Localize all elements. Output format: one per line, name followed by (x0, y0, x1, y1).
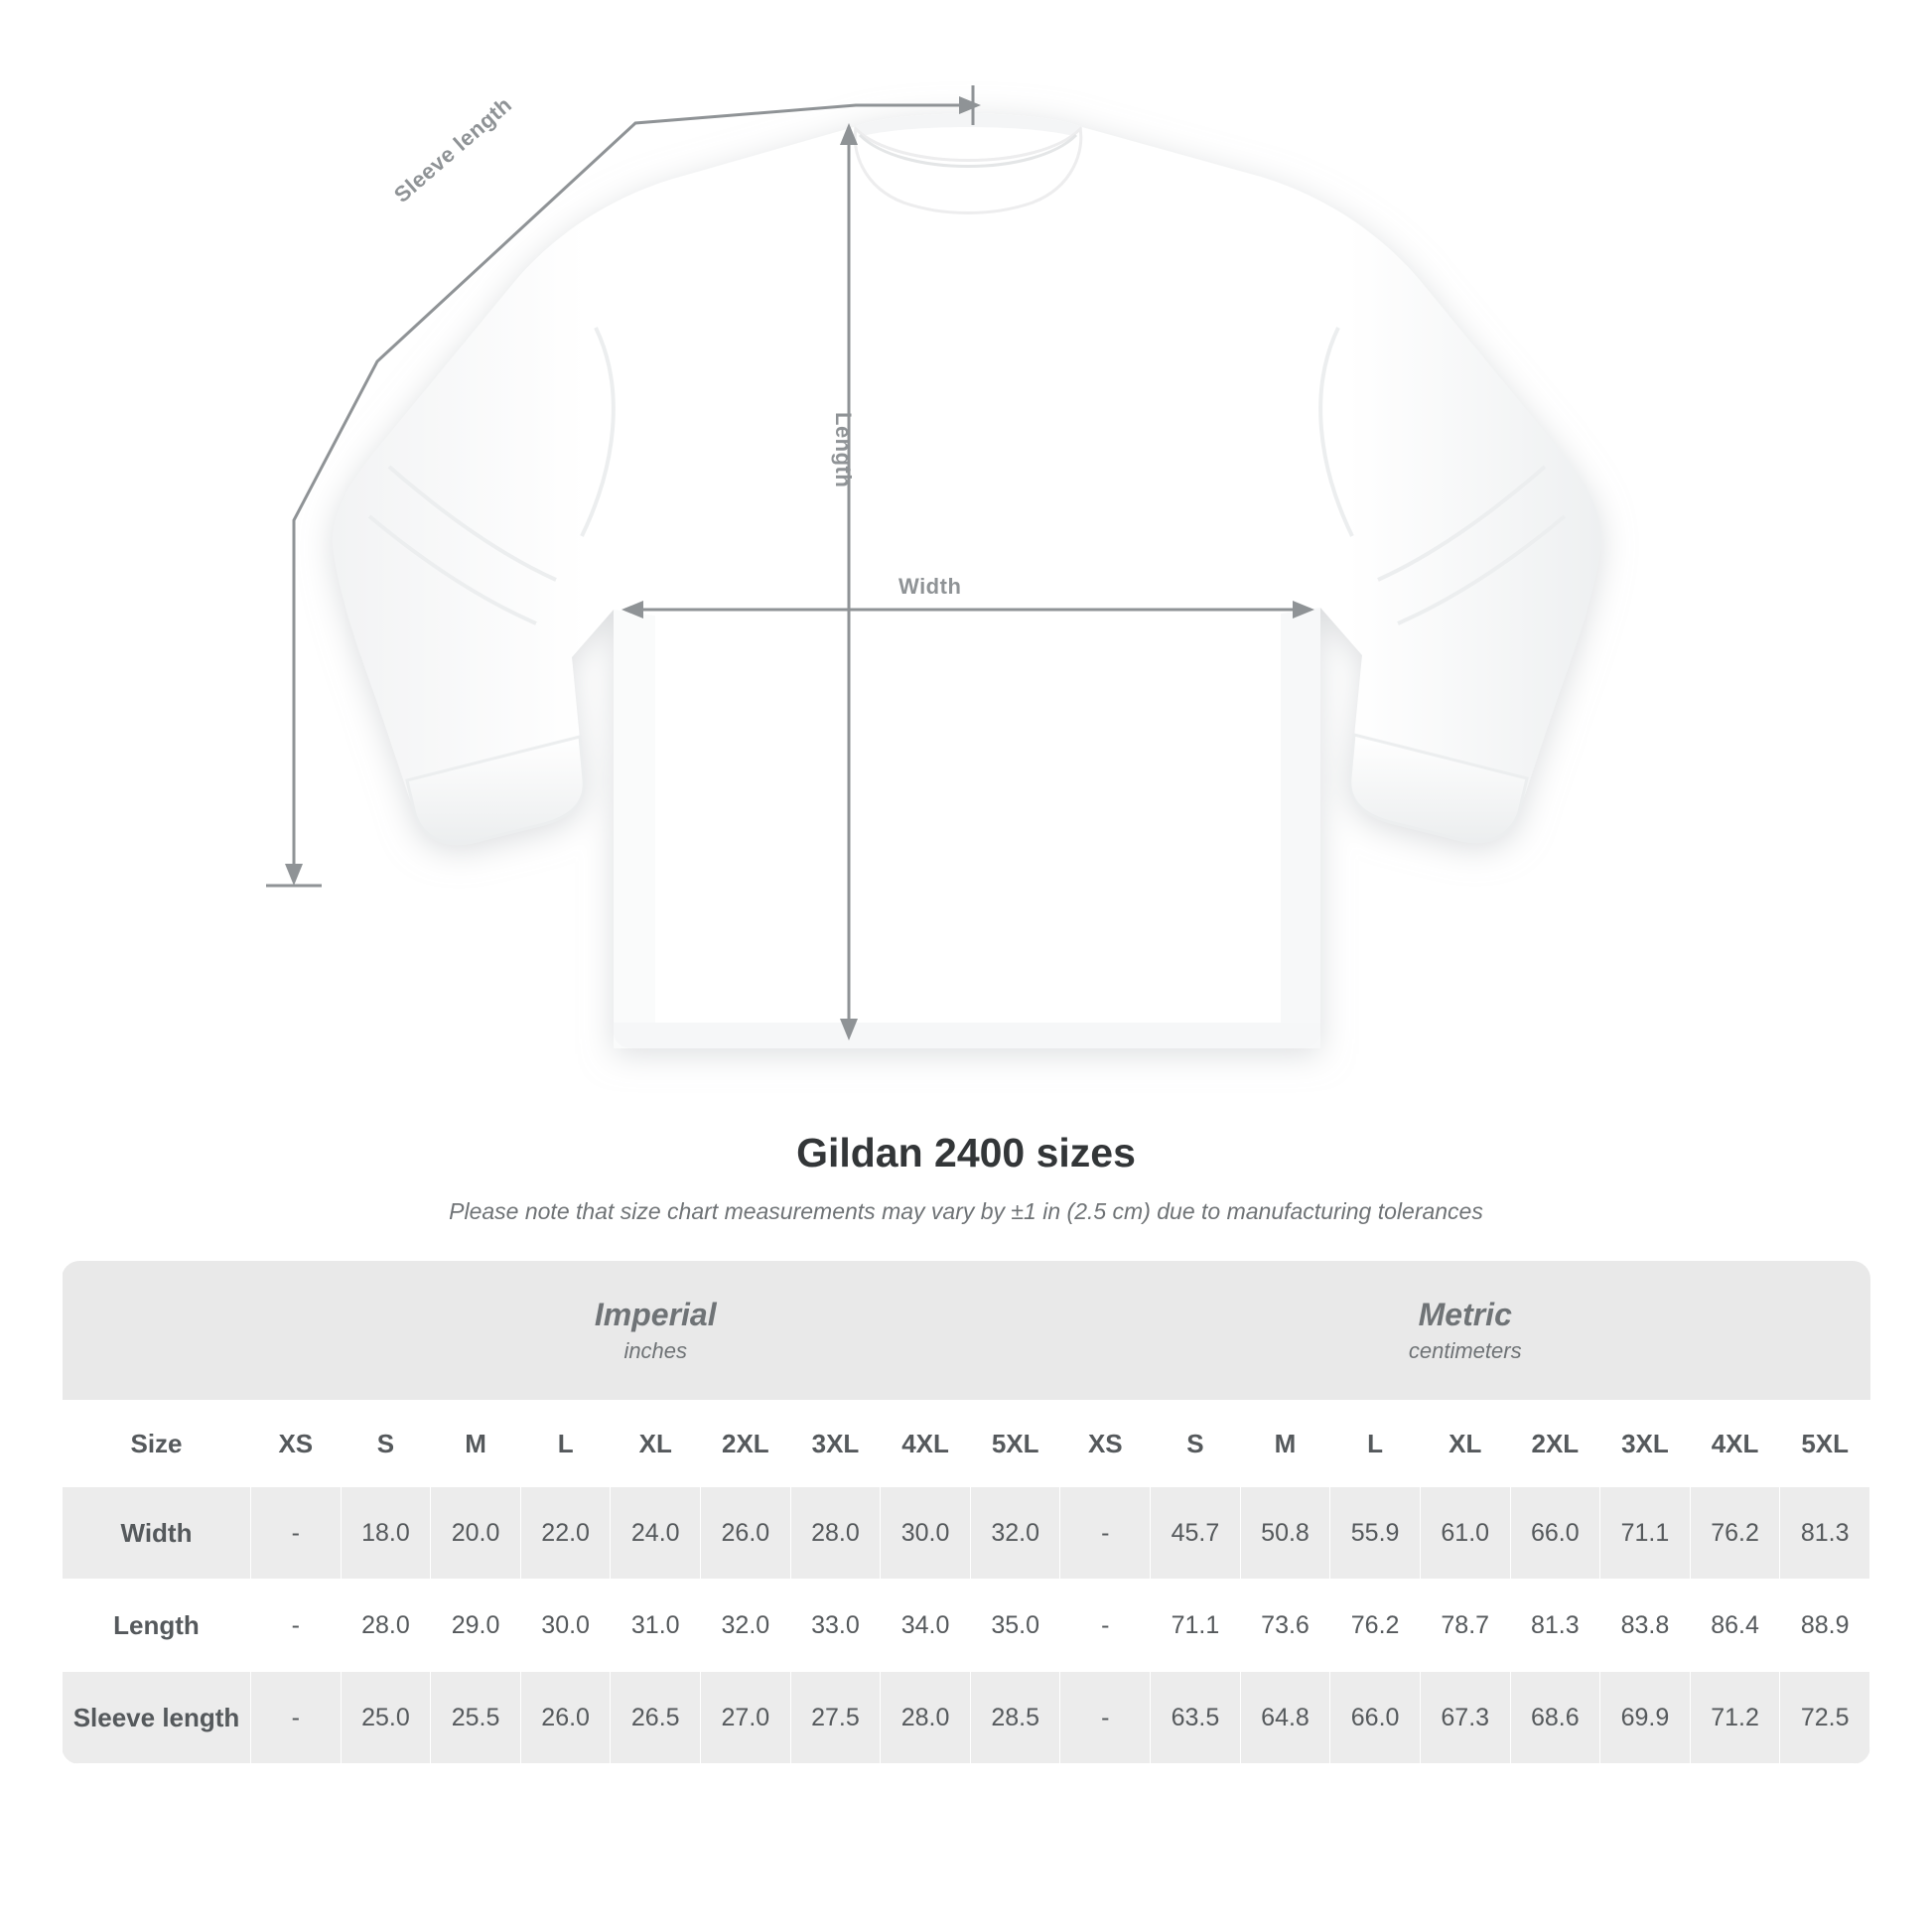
size-header-label: Size (63, 1401, 251, 1487)
cell-sleeve-metric-l: 66.0 (1330, 1672, 1421, 1764)
cell-length-metric-xl: 78.7 (1420, 1580, 1510, 1672)
size-header-metric-xs: XS (1060, 1401, 1151, 1487)
cell-width-metric-5xl: 81.3 (1780, 1487, 1870, 1580)
cell-length-metric-xs: - (1060, 1580, 1151, 1672)
page-title: Gildan 2400 sizes (796, 1130, 1136, 1175)
cell-width-metric-m: 50.8 (1240, 1487, 1330, 1580)
size-header-imperial-xl: XL (611, 1401, 701, 1487)
metric-unit-header (1060, 1261, 1870, 1401)
size-chart-table-wrapper (62, 1261, 1870, 1764)
cell-length-imperial-2xl: 32.0 (701, 1580, 791, 1672)
cell-width-metric-xs: - (1060, 1487, 1151, 1580)
cell-sleeve-metric-4xl: 71.2 (1690, 1672, 1780, 1764)
cell-length-imperial-4xl: 34.0 (881, 1580, 971, 1672)
cell-length-imperial-xl: 31.0 (611, 1580, 701, 1672)
cell-sleeve-imperial-l: 26.0 (520, 1672, 611, 1764)
size-header-imperial-4xl: 4XL (881, 1401, 971, 1487)
size-header-metric-2xl: 2XL (1510, 1401, 1600, 1487)
table-row (63, 1672, 1870, 1764)
size-header-imperial-3xl: 3XL (790, 1401, 881, 1487)
cell-length-metric-l: 76.2 (1330, 1580, 1421, 1672)
cell-width-metric-l: 55.9 (1330, 1487, 1421, 1580)
cell-length-metric-4xl: 86.4 (1690, 1580, 1780, 1672)
cell-sleeve-imperial-5xl: 28.5 (970, 1672, 1060, 1764)
size-header-imperial-2xl: 2XL (701, 1401, 791, 1487)
cell-length-imperial-3xl: 33.0 (790, 1580, 881, 1672)
table-corner-cell (63, 1261, 251, 1401)
cell-length-imperial-5xl: 35.0 (970, 1580, 1060, 1672)
cell-sleeve-metric-3xl: 69.9 (1600, 1672, 1691, 1764)
cell-length-metric-2xl: 81.3 (1510, 1580, 1600, 1672)
imperial-unit-header (251, 1261, 1060, 1401)
cell-length-metric-m: 73.6 (1240, 1580, 1330, 1672)
tolerance-note: Please note that size chart measurements may vary by ±1 in (2.5 cm) due to manufacturing tolerances (449, 1198, 1483, 1224)
cell-width-imperial-xl: 24.0 (611, 1487, 701, 1580)
sleeve-length-dimension-label: Sleeve length (389, 91, 517, 207)
size-header-metric-5xl: 5XL (1780, 1401, 1870, 1487)
cell-length-imperial-xs: - (251, 1580, 342, 1672)
cell-width-metric-2xl: 66.0 (1510, 1487, 1600, 1580)
size-header-imperial-l: L (520, 1401, 611, 1487)
cell-width-imperial-l: 22.0 (520, 1487, 611, 1580)
size-header-metric-l: L (1330, 1401, 1421, 1487)
cell-width-metric-4xl: 76.2 (1690, 1487, 1780, 1580)
size-header-row (63, 1401, 1870, 1487)
cell-sleeve-metric-xs: - (1060, 1672, 1151, 1764)
cell-width-imperial-3xl: 28.0 (790, 1487, 881, 1580)
size-header-imperial-s: S (341, 1401, 431, 1487)
cell-sleeve-metric-5xl: 72.5 (1780, 1672, 1870, 1764)
cell-sleeve-metric-2xl: 68.6 (1510, 1672, 1600, 1764)
row-label-width: Width (63, 1487, 251, 1580)
cell-length-imperial-s: 28.0 (341, 1580, 431, 1672)
cell-sleeve-metric-m: 64.8 (1240, 1672, 1330, 1764)
imperial-unit-sub: inches (623, 1337, 688, 1363)
cell-sleeve-imperial-4xl: 28.0 (881, 1672, 971, 1764)
table-row (63, 1580, 1870, 1672)
cell-length-metric-5xl: 88.9 (1780, 1580, 1870, 1672)
size-header-metric-3xl: 3XL (1600, 1401, 1691, 1487)
length-dimension-label: Length (831, 412, 856, 488)
cell-sleeve-imperial-xl: 26.5 (611, 1672, 701, 1764)
table-row (63, 1487, 1870, 1580)
cell-sleeve-metric-s: 63.5 (1151, 1672, 1241, 1764)
row-label-length: Length (63, 1580, 251, 1672)
size-chart-table (62, 1261, 1870, 1764)
cell-width-imperial-xs: - (251, 1487, 342, 1580)
cell-sleeve-imperial-xs: - (251, 1672, 342, 1764)
cell-sleeve-metric-xl: 67.3 (1420, 1672, 1510, 1764)
cell-width-imperial-s: 18.0 (341, 1487, 431, 1580)
imperial-unit-name: Imperial (594, 1296, 717, 1332)
size-header-imperial-m: M (431, 1401, 521, 1487)
metric-unit-sub: centimeters (1408, 1337, 1522, 1363)
cell-width-imperial-m: 20.0 (431, 1487, 521, 1580)
size-header-metric-4xl: 4XL (1690, 1401, 1780, 1487)
cell-sleeve-imperial-m: 25.5 (431, 1672, 521, 1764)
cell-sleeve-imperial-3xl: 27.5 (790, 1672, 881, 1764)
width-dimension-label: Width (898, 574, 962, 599)
title-block (0, 1130, 1932, 1225)
row-label-sleeve-length: Sleeve length (63, 1672, 251, 1764)
size-header-metric-m: M (1240, 1401, 1330, 1487)
cell-width-imperial-4xl: 30.0 (881, 1487, 971, 1580)
metric-unit-name: Metric (1418, 1296, 1512, 1332)
cell-length-imperial-l: 30.0 (520, 1580, 611, 1672)
size-header-metric-xl: XL (1420, 1401, 1510, 1487)
cell-sleeve-imperial-s: 25.0 (341, 1672, 431, 1764)
cell-length-imperial-m: 29.0 (431, 1580, 521, 1672)
cell-sleeve-imperial-2xl: 27.0 (701, 1672, 791, 1764)
cell-length-metric-3xl: 83.8 (1600, 1580, 1691, 1672)
cell-width-metric-xl: 61.0 (1420, 1487, 1510, 1580)
size-header-metric-s: S (1151, 1401, 1241, 1487)
size-header-imperial-5xl: 5XL (970, 1401, 1060, 1487)
cell-width-metric-s: 45.7 (1151, 1487, 1241, 1580)
cell-length-metric-s: 71.1 (1151, 1580, 1241, 1672)
cell-width-imperial-2xl: 26.0 (701, 1487, 791, 1580)
cell-width-imperial-5xl: 32.0 (970, 1487, 1060, 1580)
shirt-silhouette (333, 114, 1601, 1049)
cell-width-metric-3xl: 71.1 (1600, 1487, 1691, 1580)
unit-header-row (63, 1261, 1870, 1401)
size-header-imperial-xs: XS (251, 1401, 342, 1487)
